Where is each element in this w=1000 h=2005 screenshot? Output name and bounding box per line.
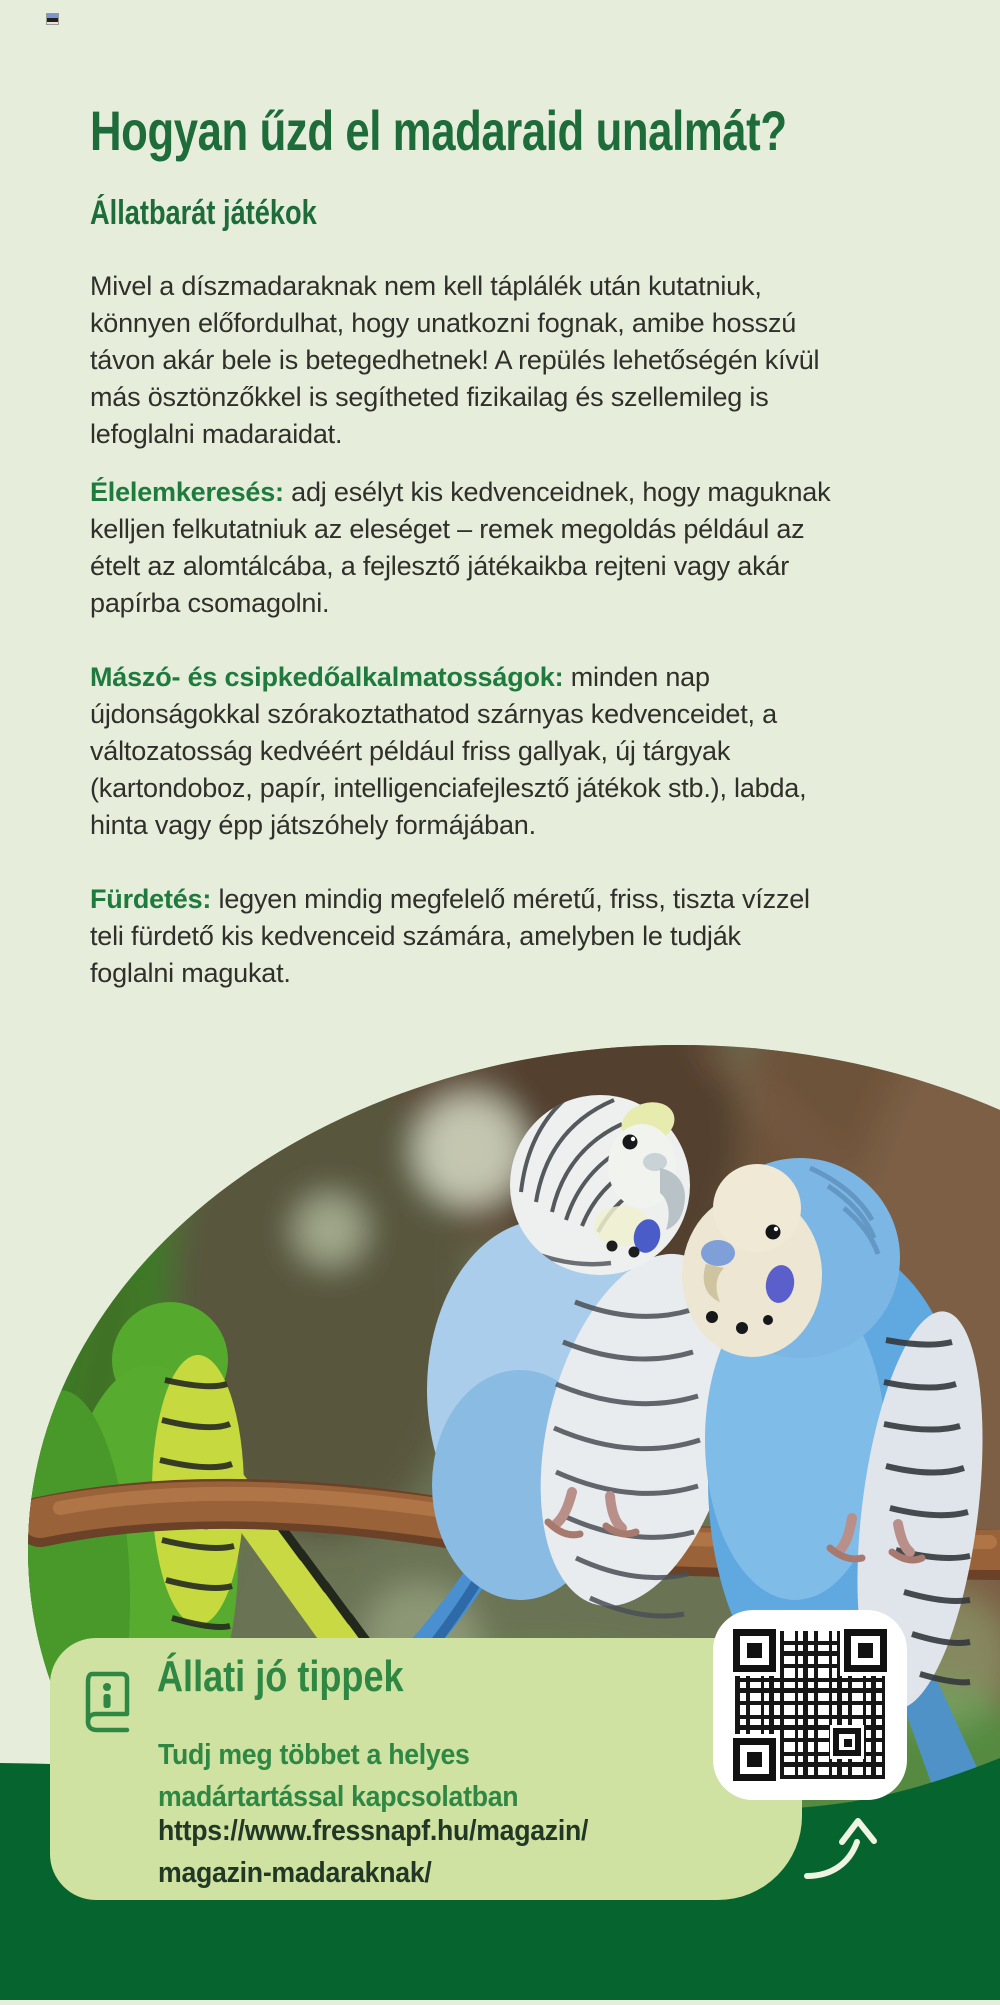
qr-finder-bottom-left (733, 1738, 776, 1781)
url-line[interactable]: magazin-madaraknak/ (158, 1857, 432, 1889)
text-line: ételt az alomtálcába, a fejlesztő játékaikba rejteni vagy akár (90, 551, 789, 581)
text-line: teli fürdető kis kedvenceid számára, amelyben le tudják (90, 921, 741, 951)
info-book-icon (82, 1670, 134, 1734)
text-line (90, 659, 970, 696)
arrow-up-icon (795, 1812, 895, 1892)
text-line: lefoglalni madaraidat. (90, 419, 343, 449)
text-span: minden nap (563, 662, 710, 692)
text-span: adj esélyt kis kedvenceidnek, hogy maguknak (283, 477, 831, 507)
paragraph-climbing (90, 659, 970, 844)
text-line: újdonságokkal szórakoztathatod szárnyas kedvenceidet, a (90, 699, 777, 729)
text-line: madártartással kapcsolatban (158, 1781, 519, 1813)
paragraph-lead: Mászó- és csipkedőalkalmatosságok: (90, 662, 564, 692)
text-span: legyen mindig megfelelő méretű, friss, tiszta vízzel (211, 884, 810, 914)
text-line: más ösztönzőkkel is segítheted fizikailag és szellemileg is (90, 382, 769, 412)
text-line (90, 474, 970, 511)
text-line: távon akár bele is betegedhetnek! A repülés lehetőségén kívül (90, 345, 820, 375)
text-line: változatosság kedvéért például friss gallyak, új tárgyak (90, 736, 731, 766)
qr-finder-top-left (733, 1629, 776, 1672)
text-line: papírba csomagolni. (90, 588, 330, 618)
tips-card-url[interactable] (158, 1810, 588, 1894)
text-line (90, 881, 970, 918)
page-marker-icon (46, 13, 59, 25)
section-subtitle: Állatbarát játékok (90, 194, 317, 232)
tips-card-subtitle (158, 1734, 518, 1818)
qr-code (713, 1610, 907, 1800)
text-line: foglalni magukat. (90, 958, 291, 988)
paragraph-lead: Élelemkeresés: (90, 477, 284, 507)
text-line: könnyen előfordulhat, hogy unatkozni fognak, amibe hosszú (90, 308, 797, 338)
paragraph-bathing (90, 881, 970, 992)
tips-card-title: Állati jó tippek (157, 1652, 404, 1701)
qr-finder-top-right (844, 1629, 887, 1672)
text-line: (kartondoboz, papír, intelligenciafejlesztő játékok stb.), labda, (90, 773, 807, 803)
text-line: Tudj meg többet a helyes (158, 1739, 470, 1771)
qr-alignment-mark (833, 1728, 861, 1756)
url-line[interactable]: https://www.fressnapf.hu/magazin/ (158, 1815, 589, 1847)
paragraph-food-search (90, 474, 970, 622)
paragraph-lead: Fürdetés: (90, 884, 212, 914)
page-title: Hogyan űzd el madaraid unalmát? (90, 99, 787, 162)
text-line: kelljen felkutatniuk az eleséget – remek megoldás például az (90, 514, 805, 544)
paragraph-intro (90, 268, 970, 453)
text-line: Mivel a díszmadaraknak nem kell táplálék után kutatniuk, (90, 271, 762, 301)
tips-card (50, 1638, 802, 1900)
text-line: hinta vagy épp játszóhely formájában. (90, 810, 536, 840)
